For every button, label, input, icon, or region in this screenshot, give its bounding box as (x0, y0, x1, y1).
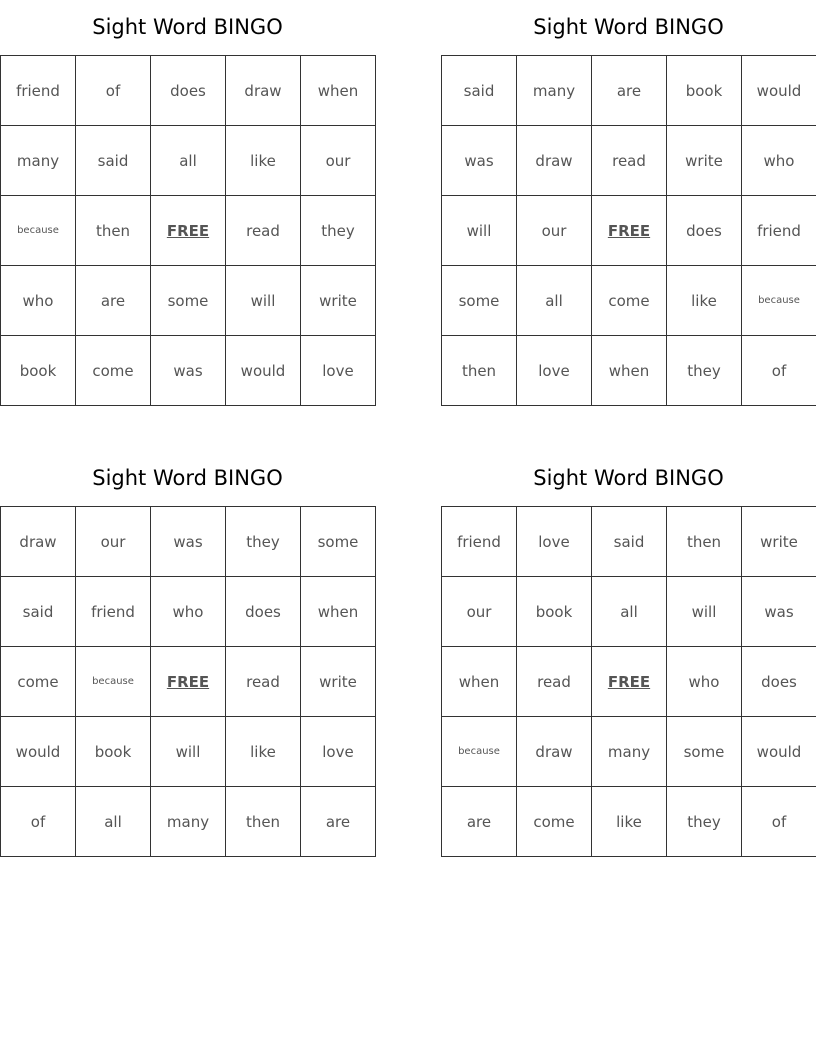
word-cell: of (76, 56, 151, 126)
word-cell: they (667, 787, 742, 857)
grid-row (1, 577, 376, 647)
word-cell: love (301, 336, 376, 406)
word-cell: does (151, 56, 226, 126)
word-cell: friend (742, 196, 816, 266)
word-cell: of (742, 787, 816, 857)
grid-row (442, 507, 816, 577)
word-cell: because (1, 196, 76, 266)
word-cell: was (742, 577, 816, 647)
word-cell: like (226, 126, 301, 196)
word-cell: book (76, 717, 151, 787)
free-space-cell: FREE (592, 647, 667, 717)
word-cell: some (301, 507, 376, 577)
word-cell: will (667, 577, 742, 647)
word-cell: will (151, 717, 226, 787)
card-title: Sight Word BINGO (533, 466, 724, 490)
bingo-card-4 (441, 451, 816, 857)
grid-row (1, 717, 376, 787)
grid-row (442, 56, 816, 126)
word-cell: does (742, 647, 816, 717)
word-cell: our (301, 126, 376, 196)
word-cell: does (667, 196, 742, 266)
word-cell: write (667, 126, 742, 196)
card-title: Sight Word BINGO (92, 15, 283, 39)
word-cell: draw (226, 56, 301, 126)
word-cell: they (226, 507, 301, 577)
word-cell: our (517, 196, 592, 266)
grid-row (1, 787, 376, 857)
word-cell: write (301, 266, 376, 336)
free-space-cell: FREE (592, 196, 667, 266)
word-cell: then (76, 196, 151, 266)
word-cell: when (301, 56, 376, 126)
word-cell: our (76, 507, 151, 577)
word-cell: was (151, 336, 226, 406)
word-cell: like (592, 787, 667, 857)
word-cell: book (667, 56, 742, 126)
word-cell: write (301, 647, 376, 717)
free-space-cell: FREE (151, 647, 226, 717)
word-cell: book (1, 336, 76, 406)
card-title: Sight Word BINGO (92, 466, 283, 490)
word-cell: our (442, 577, 517, 647)
word-cell: said (592, 507, 667, 577)
word-cell: read (517, 647, 592, 717)
word-cell: then (442, 336, 517, 406)
word-cell: like (667, 266, 742, 336)
grid-row (1, 266, 376, 336)
bingo-grid (441, 55, 816, 406)
grid-row (1, 336, 376, 406)
word-cell: are (301, 787, 376, 857)
word-cell: will (226, 266, 301, 336)
grid-row (1, 126, 376, 196)
word-cell: are (442, 787, 517, 857)
word-cell: because (442, 717, 517, 787)
word-cell: would (1, 717, 76, 787)
word-cell: many (517, 56, 592, 126)
word-cell: many (151, 787, 226, 857)
word-cell: many (1, 126, 76, 196)
word-cell: all (151, 126, 226, 196)
word-cell: draw (517, 717, 592, 787)
word-cell: all (76, 787, 151, 857)
grid-row (442, 266, 816, 336)
word-cell: would (226, 336, 301, 406)
grid-row (442, 647, 816, 717)
word-cell: draw (1, 507, 76, 577)
bingo-card-2 (441, 0, 816, 406)
word-cell: friend (442, 507, 517, 577)
word-cell: read (592, 126, 667, 196)
word-cell: come (1, 647, 76, 717)
word-cell: who (1, 266, 76, 336)
bingo-grid (441, 506, 816, 857)
word-cell: are (592, 56, 667, 126)
grid-row (1, 647, 376, 717)
bingo-card-1 (0, 0, 375, 406)
word-cell: then (667, 507, 742, 577)
word-cell: all (592, 577, 667, 647)
word-cell: because (742, 266, 816, 336)
word-cell: they (301, 196, 376, 266)
word-cell: love (301, 717, 376, 787)
word-cell: all (517, 266, 592, 336)
word-cell: read (226, 647, 301, 717)
word-cell: because (76, 647, 151, 717)
word-cell: of (1, 787, 76, 857)
word-cell: who (667, 647, 742, 717)
word-cell: read (226, 196, 301, 266)
word-cell: some (442, 266, 517, 336)
word-cell: come (592, 266, 667, 336)
grid-row (442, 126, 816, 196)
word-cell: would (742, 56, 816, 126)
word-cell: friend (76, 577, 151, 647)
grid-row (442, 196, 816, 266)
grid-row (442, 787, 816, 857)
word-cell: then (226, 787, 301, 857)
word-cell: some (151, 266, 226, 336)
word-cell: draw (517, 126, 592, 196)
word-cell: would (742, 717, 816, 787)
word-cell: many (592, 717, 667, 787)
grid-row (442, 717, 816, 787)
word-cell: said (1, 577, 76, 647)
word-cell: of (742, 336, 816, 406)
free-space-cell: FREE (151, 196, 226, 266)
word-cell: does (226, 577, 301, 647)
word-cell: some (667, 717, 742, 787)
grid-row (1, 56, 376, 126)
word-cell: was (151, 507, 226, 577)
bingo-card-3 (0, 451, 375, 857)
word-cell: book (517, 577, 592, 647)
word-cell: like (226, 717, 301, 787)
grid-row (1, 507, 376, 577)
card-title: Sight Word BINGO (533, 15, 724, 39)
word-cell: when (301, 577, 376, 647)
grid-row (442, 577, 816, 647)
word-cell: love (517, 507, 592, 577)
bingo-grid (0, 506, 376, 857)
word-cell: will (442, 196, 517, 266)
word-cell: friend (1, 56, 76, 126)
word-cell: said (76, 126, 151, 196)
word-cell: who (742, 126, 816, 196)
word-cell: was (442, 126, 517, 196)
grid-row (442, 336, 816, 406)
word-cell: said (442, 56, 517, 126)
word-cell: love (517, 336, 592, 406)
word-cell: come (76, 336, 151, 406)
grid-row (1, 196, 376, 266)
word-cell: are (76, 266, 151, 336)
word-cell: who (151, 577, 226, 647)
word-cell: write (742, 507, 816, 577)
word-cell: when (442, 647, 517, 717)
word-cell: when (592, 336, 667, 406)
bingo-grid (0, 55, 376, 406)
word-cell: they (667, 336, 742, 406)
word-cell: come (517, 787, 592, 857)
